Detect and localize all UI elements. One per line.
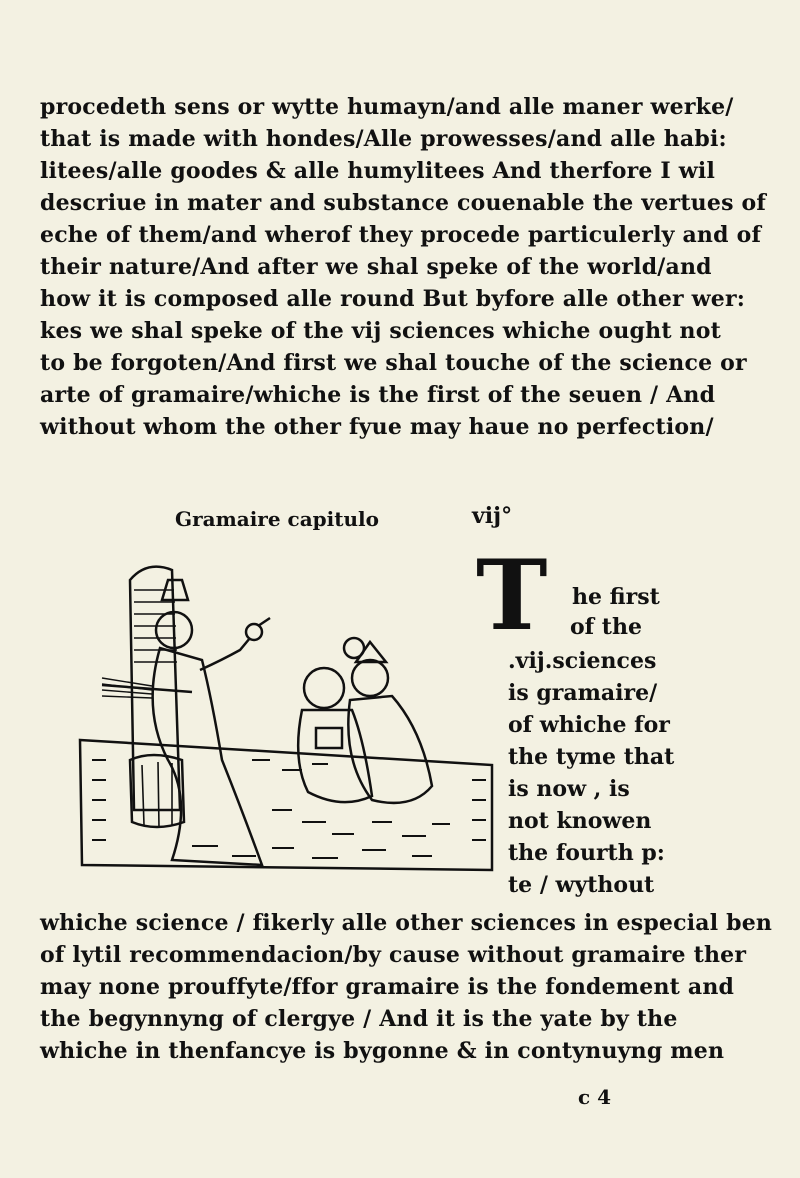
side-text-line: the fourth p: — [508, 840, 665, 866]
side-text-line: of whiche for — [508, 712, 670, 738]
text-line: without whom the other fyue may haue no perfection/ — [40, 414, 714, 440]
side-text-line: of the — [570, 614, 642, 640]
text-line: eche of them/and wherof they procede particulerly and of — [40, 222, 762, 248]
side-text-line: not knowen — [508, 808, 652, 834]
signature-mark: c 4 — [578, 1085, 612, 1109]
text-line: the begynnyng of clergye / And it is the yate by the — [40, 1006, 678, 1032]
text-line: whiche science / fikerly alle other sciences in especial ben — [40, 910, 773, 936]
text-line: arte of gramaire/whiche is the first of the seuen / And — [40, 382, 716, 408]
text-line: whiche in thenfancye is bygonne & in contynuyng men — [40, 1038, 725, 1064]
side-text-line: te / wythout — [508, 872, 655, 898]
side-text-line: he first — [572, 584, 660, 610]
text-line: kes we shal speke of the vij sciences whiche ought not — [40, 318, 721, 344]
woodcut-illustration — [72, 560, 502, 890]
side-text-line: .vij.sciences — [508, 648, 657, 674]
chapter-heading: Gramaire capitulo — [175, 507, 379, 531]
text-line: to be forgoten/And first we shal touche of the science or — [40, 350, 747, 376]
text-line: their nature/And after we shal speke of the world/and — [40, 254, 712, 280]
side-text-line: is now , is — [508, 776, 630, 802]
text-line: may none prouffyte/ffor gramaire is the fondement and — [40, 974, 735, 1000]
text-line: descriue in mater and substance couenable the vertues of — [40, 190, 767, 216]
text-line: of lytil recommendacion/by cause without gramaire ther — [40, 942, 747, 968]
text-line: procedeth sens or wytte humayn/and alle maner werke/ — [40, 94, 734, 120]
text-line: how it is composed alle round But byfore alle other wer: — [40, 286, 746, 312]
text-line: that is made with hondes/Alle prowesses/and alle habi: — [40, 126, 727, 152]
text-line: litees/alle goodes & alle humylitees And therfore I wil — [40, 158, 716, 184]
side-text-line: the tyme that — [508, 744, 675, 770]
side-text-line: is gramaire/ — [508, 680, 658, 706]
decorated-initial: T — [476, 539, 548, 652]
chapter-number: vij° — [472, 503, 513, 529]
